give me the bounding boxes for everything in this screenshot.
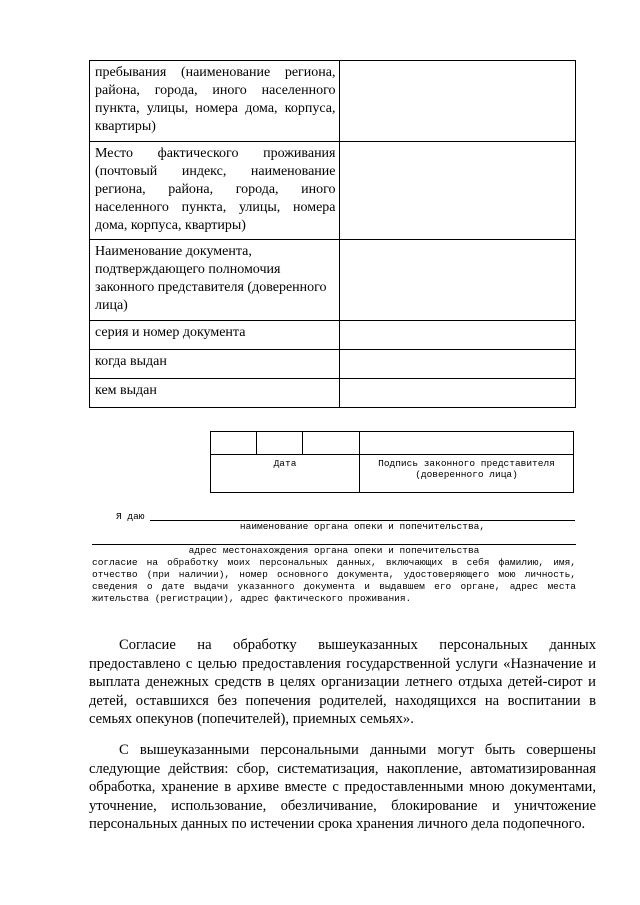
date-day-cell[interactable] — [211, 432, 257, 455]
i-give-label: Я даю — [116, 511, 145, 522]
row-label-actual-address: Место фактического проживания (почтовый индекс, наименование региона, района, города, иного населенного пункта, улицы, номера дома, корпуса, квартиры) — [90, 142, 340, 240]
date-caption: Дата — [211, 455, 360, 493]
org-name-caption: наименование органа опеки и попечительства, — [239, 521, 486, 532]
table-row — [211, 432, 574, 455]
table-row — [90, 321, 576, 350]
date-year-cell[interactable] — [303, 432, 360, 455]
row-label-authority-document: Наименование документа, подтверждающего полномочия законного представителя (доверенного лица) — [90, 240, 340, 321]
row-label-doc-number: серия и номер документа — [90, 321, 340, 350]
signature-table — [210, 431, 574, 493]
table-row — [90, 379, 576, 408]
row-label-issued-by: кем выдан — [90, 379, 340, 408]
table-row — [211, 455, 574, 493]
signature-cell[interactable] — [360, 432, 574, 455]
consent-purpose-paragraph: Согласие на обработку вышеуказанных персональных данных предоставлено с целью предоставления государственной услуги «Назначение и выплата денежных средств в целях организации летнего отдыха детей-сирот и детей, оставшихся без попечения родителей, находящихся на воспитании в семьях опекунов (попечителей), приемных семьях». — [89, 637, 596, 727]
row-label-issue-date: когда выдан — [90, 350, 340, 379]
consent-text: согласие на обработку моих персональных данных, включающих в себя фамилию, имя, отчество (при наличии), номер основного документа, удостоверяющего мою личность, сведения о дате выдачи указанного документа и выдавшем его органе, адрес места жительства (регистрации), адрес фактического проживания. — [92, 557, 576, 604]
row-label-stay-address: пребывания (наименование региона, района, города, иного населенного пункта, улицы, номера дома, корпуса, квартиры) — [90, 61, 340, 142]
row-value-actual-address[interactable] — [339, 142, 576, 240]
table-row — [90, 350, 576, 379]
date-month-cell[interactable] — [257, 432, 303, 455]
table-row — [90, 61, 576, 142]
table-row — [90, 240, 576, 321]
consent-actions-paragraph: С вышеуказанными персональными данными могут быть совершены следующие действия: сбор, систематизация, накопление, автоматизированная обработка, хранение в архиве вместе с предоставленными мною документами, уточнение, использование, обезличивание, блокирование и уничтожение персональных данных по истечении срока хранения личного дела подопечного. — [89, 742, 596, 832]
org-address-caption: адрес местонахождения органа опеки и попечительства — [188, 545, 480, 556]
row-value-stay-address[interactable] — [339, 61, 576, 142]
row-value-issue-date[interactable] — [339, 350, 576, 379]
row-value-doc-number[interactable] — [339, 321, 576, 350]
table-row — [90, 142, 576, 240]
signature-caption: Подпись законного представителя (доверенного лица) — [360, 455, 574, 493]
row-value-issued-by[interactable] — [339, 379, 576, 408]
row-value-authority-document[interactable] — [339, 240, 576, 321]
applicant-info-table — [89, 60, 576, 408]
